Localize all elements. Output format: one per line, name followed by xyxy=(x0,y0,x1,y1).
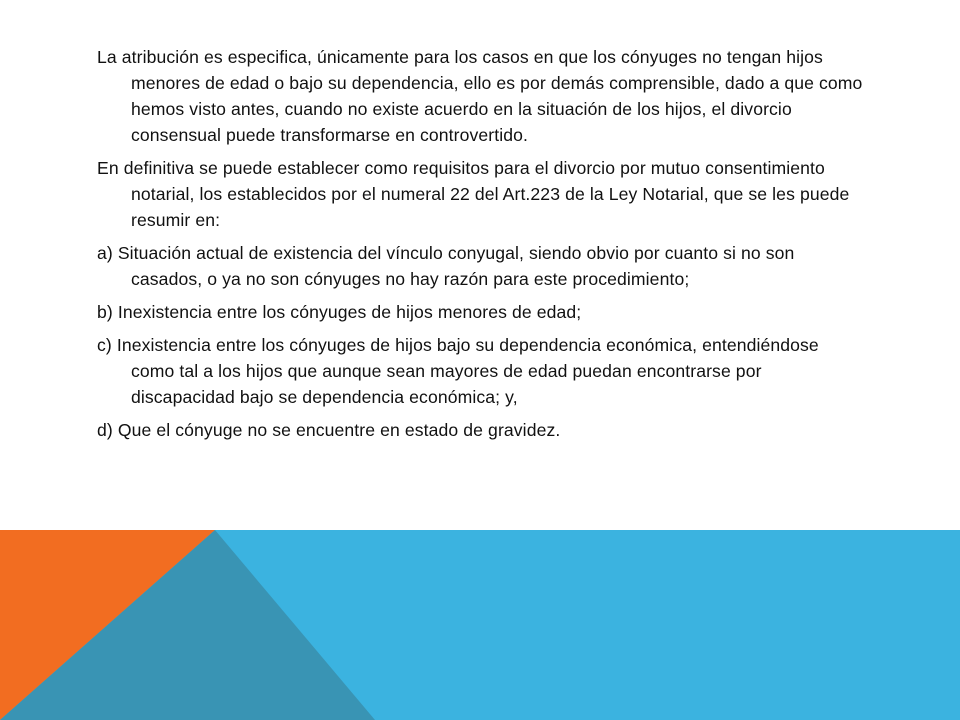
slide-body xyxy=(97,44,867,450)
paragraph-requirements-intro: En definitiva se puede establecer como requisitos para el divorcio por mutuo consentimiento notarial, los establecidos por el numeral 22 del Art.223 de la Ley Notarial, que se les puede resumir en: xyxy=(97,158,850,230)
list-item-b: b) Inexistencia entre los cónyuges de hijos menores de edad; xyxy=(97,302,582,322)
paragraph-attribution: La atribución es especifica, únicamente para los casos en que los cónyuges no tengan hijos menores de edad o bajo su dependencia, ello es por demás comprensible, dado a que como hemos visto antes, cuando no existe acuerdo en la situación de los hijos, el divorcio consensual puede transformarse en controvertido. xyxy=(97,47,863,145)
list-item-a: a) Situación actual de existencia del vínculo conyugal, siendo obvio por cuanto si no son casados, o ya no son cónyuges no hay razón para este procedimiento; xyxy=(97,243,795,289)
list-item-d: d) Que el cónyuge no se encuentre en estado de gravidez. xyxy=(97,420,561,440)
decorative-banner xyxy=(0,530,960,720)
list-item-c: c) Inexistencia entre los cónyuges de hijos bajo su dependencia económica, entendiéndose como tal a los hijos que aunque sean mayores de edad puedan encontrarse por discapacidad bajo se dependencia económica; y, xyxy=(97,335,819,407)
